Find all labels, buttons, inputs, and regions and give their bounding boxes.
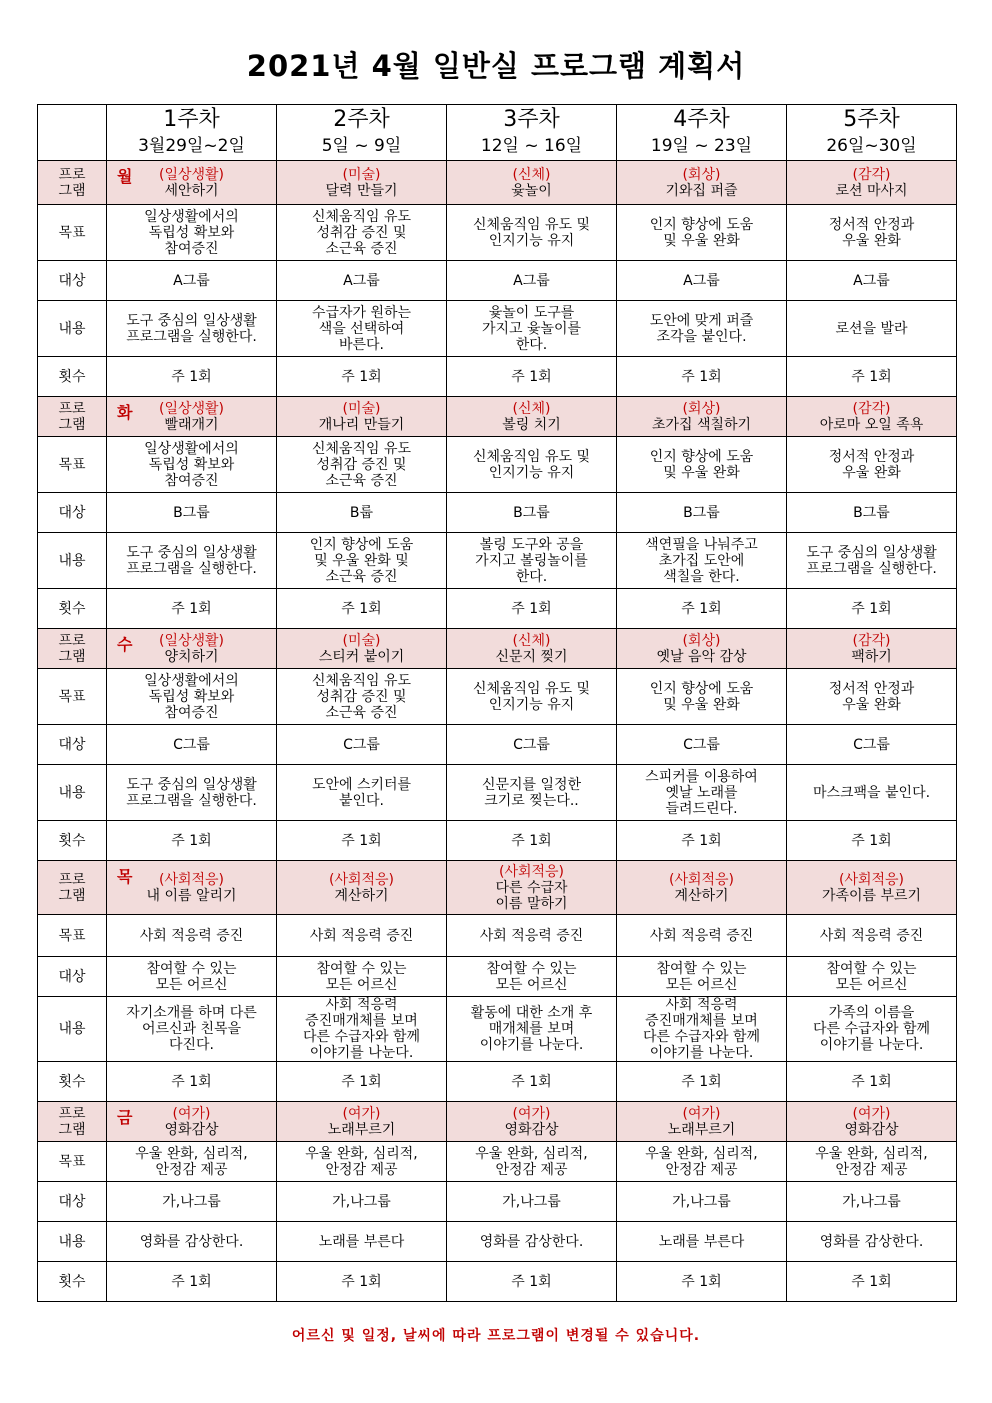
freq-cell: 주 1회 — [277, 1062, 447, 1102]
freq-cell: 주 1회 — [107, 1062, 277, 1102]
program-name: 노래부르기 — [327, 1121, 396, 1138]
goal-row — [38, 915, 957, 957]
row-label-freq: 횟수 — [38, 1262, 107, 1302]
program-category: (감각) — [852, 400, 891, 417]
content-cell: 도구 중심의 일상생활 프로그램을 실행한다. — [107, 533, 277, 589]
target-cell: B그룹 — [787, 493, 957, 533]
content-cell: 신문지를 일정한 크기로 찢는다.. — [447, 765, 617, 821]
program-name: 개나리 만들기 — [318, 416, 405, 433]
program-cell — [107, 629, 277, 669]
content-row — [38, 765, 957, 821]
week-label: 3주차 — [503, 106, 560, 132]
program-cell — [447, 629, 617, 669]
program-category: (일상생활) — [158, 400, 225, 417]
program-cell — [277, 861, 447, 915]
program-name: 양치하기 — [164, 648, 219, 665]
target-cell: 참여할 수 있는 모든 어르신 — [787, 957, 957, 997]
row-label-goal: 목표 — [38, 205, 107, 261]
target-cell: A그룹 — [277, 261, 447, 301]
program-category: (일상생활) — [158, 166, 225, 183]
goal-cell: 정서적 안정과 우울 완화 — [787, 437, 957, 493]
week-dates: 3월29일~2일 — [138, 135, 245, 156]
program-category: (여가) — [172, 1105, 211, 1122]
content-row — [38, 1222, 957, 1262]
target-cell: C그룹 — [277, 725, 447, 765]
program-cell — [277, 397, 447, 437]
row-label-goal: 목표 — [38, 437, 107, 493]
target-cell: C그룹 — [447, 725, 617, 765]
program-name: 다른 수급자 이름 말하기 — [495, 879, 568, 912]
row-label-program: 프로 그램 — [38, 397, 107, 437]
program-category: (감각) — [852, 166, 891, 183]
freq-cell: 주 1회 — [447, 1262, 617, 1302]
row-label-content: 내용 — [38, 533, 107, 589]
row-label-program: 프로 그램 — [38, 1102, 107, 1142]
freq-cell: 주 1회 — [787, 1062, 957, 1102]
content-cell: 색연필을 나눠주고 초가집 도안에 색칠을 한다. — [617, 533, 787, 589]
freq-cell: 주 1회 — [277, 589, 447, 629]
row-label-content: 내용 — [38, 765, 107, 821]
program-name: 스티커 붙이기 — [318, 648, 405, 665]
freq-row — [38, 1262, 957, 1302]
weekday-label: 월 — [117, 167, 133, 186]
content-cell: 노래를 부른다 — [617, 1222, 787, 1262]
week-dates: 19일 ~ 23일 — [650, 135, 753, 156]
content-row — [38, 533, 957, 589]
program-cell — [277, 1102, 447, 1142]
content-cell: 도구 중심의 일상생활 프로그램을 실행한다. — [107, 765, 277, 821]
program-category: (사회적응) — [328, 871, 395, 888]
goal-row — [38, 1142, 957, 1182]
program-row — [38, 161, 957, 205]
freq-cell: 주 1회 — [617, 821, 787, 861]
goal-cell: 일상생활에서의 독립성 확보와 참여증진 — [107, 205, 277, 261]
week-header — [277, 105, 447, 161]
program-name: 팩하기 — [851, 648, 892, 665]
program-cell — [787, 861, 957, 915]
target-cell: 참여할 수 있는 모든 어르신 — [277, 957, 447, 997]
target-cell: 가,나그룹 — [617, 1182, 787, 1222]
week-label: 5주차 — [843, 106, 900, 132]
weekday-label: 수 — [117, 635, 133, 654]
target-cell: 가,나그룹 — [447, 1182, 617, 1222]
program-category: (미술) — [342, 166, 381, 183]
goal-cell: 인지 향상에 도움 및 우울 완화 — [617, 205, 787, 261]
content-cell: 마스크팩을 붙인다. — [787, 765, 957, 821]
goal-cell: 사회 적응력 증진 — [107, 915, 277, 957]
program-name: 영화감상 — [504, 1121, 559, 1138]
target-cell: B그룹 — [447, 493, 617, 533]
target-cell: A그룹 — [447, 261, 617, 301]
week-header — [447, 105, 617, 161]
goal-cell: 사회 적응력 증진 — [277, 915, 447, 957]
content-cell: 영화를 감상한다. — [447, 1222, 617, 1262]
content-cell: 볼링 도구와 공을 가지고 볼링놀이를 한다. — [447, 533, 617, 589]
content-cell: 사회 적응력 증진매개체를 보며 다른 수급자와 함께 이야기를 나눈다. — [277, 997, 447, 1062]
content-cell: 도안에 스키터를 붙인다. — [277, 765, 447, 821]
row-label-content: 내용 — [38, 301, 107, 357]
goal-cell: 신체움직임 유도 성취감 증진 및 소근육 증진 — [277, 669, 447, 725]
program-cell — [107, 1102, 277, 1142]
row-label-goal: 목표 — [38, 669, 107, 725]
program-name: 기와집 퍼즐 — [665, 182, 738, 199]
program-cell — [787, 629, 957, 669]
goal-cell: 신체움직임 유도 및 인지기능 유지 — [447, 205, 617, 261]
program-name: 옛날 음악 감상 — [656, 648, 747, 665]
goal-cell: 일상생활에서의 독립성 확보와 참여증진 — [107, 669, 277, 725]
program-cell — [277, 161, 447, 205]
program-cell — [447, 161, 617, 205]
goal-cell: 사회 적응력 증진 — [617, 915, 787, 957]
footer-note: 어르신 및 일정, 날씨에 따라 프로그램이 변경될 수 있습니다. — [291, 1328, 701, 1344]
goal-cell: 일상생활에서의 독립성 확보와 참여증진 — [107, 437, 277, 493]
target-row — [38, 1182, 957, 1222]
goal-cell: 인지 향상에 도움 및 우울 완화 — [617, 437, 787, 493]
target-cell: 참여할 수 있는 모든 어르신 — [107, 957, 277, 997]
target-row — [38, 493, 957, 533]
goal-cell: 신체움직임 유도 성취감 증진 및 소근육 증진 — [277, 205, 447, 261]
row-label-content: 내용 — [38, 997, 107, 1062]
target-cell: 가,나그룹 — [277, 1182, 447, 1222]
content-cell: 영화를 감상한다. — [107, 1222, 277, 1262]
row-label-goal: 목표 — [38, 915, 107, 957]
program-cell — [617, 629, 787, 669]
page-title: 2021년 4월 일반실 프로그램 계획서 — [246, 49, 746, 83]
program-category: (여가) — [512, 1105, 551, 1122]
freq-cell: 주 1회 — [107, 357, 277, 397]
row-label-goal: 목표 — [38, 1142, 107, 1182]
target-cell: A그룹 — [107, 261, 277, 301]
program-name: 달력 만들기 — [325, 182, 398, 199]
program-category: (신체) — [512, 400, 551, 417]
weekday-label: 화 — [117, 403, 133, 422]
freq-cell: 주 1회 — [617, 589, 787, 629]
goal-cell: 신체움직임 유도 성취감 증진 및 소근육 증진 — [277, 437, 447, 493]
goal-row — [38, 669, 957, 725]
freq-cell: 주 1회 — [787, 821, 957, 861]
freq-cell: 주 1회 — [107, 1262, 277, 1302]
freq-cell: 주 1회 — [107, 821, 277, 861]
target-cell: C그룹 — [617, 725, 787, 765]
program-name: 세안하기 — [164, 182, 219, 199]
freq-cell: 주 1회 — [447, 589, 617, 629]
corner-cell — [38, 105, 107, 161]
program-row — [38, 397, 957, 437]
goal-cell: 우울 완화, 심리적, 안정감 제공 — [617, 1142, 787, 1182]
row-label-target: 대상 — [38, 725, 107, 765]
goal-cell: 정서적 안정과 우울 완화 — [787, 669, 957, 725]
week-dates: 5일 ~ 9일 — [321, 135, 402, 156]
goal-cell: 우울 완화, 심리적, 안정감 제공 — [787, 1142, 957, 1182]
freq-cell: 주 1회 — [617, 1062, 787, 1102]
freq-cell: 주 1회 — [787, 357, 957, 397]
program-row — [38, 629, 957, 669]
program-cell — [277, 629, 447, 669]
program-category: (사회적응) — [498, 863, 565, 880]
program-cell — [787, 397, 957, 437]
target-row — [38, 725, 957, 765]
goal-cell: 우울 완화, 심리적, 안정감 제공 — [107, 1142, 277, 1182]
week-label: 1주차 — [163, 106, 220, 132]
week-label: 4주차 — [673, 106, 730, 132]
target-cell: A그룹 — [787, 261, 957, 301]
program-category: (미술) — [342, 632, 381, 649]
program-category: (여가) — [852, 1105, 891, 1122]
program-row — [38, 1102, 957, 1142]
content-cell: 도구 중심의 일상생활 프로그램을 실행한다. — [787, 533, 957, 589]
program-name: 영화감상 — [844, 1121, 899, 1138]
freq-cell: 주 1회 — [787, 1262, 957, 1302]
program-cell — [787, 161, 957, 205]
content-cell: 사회 적응력 증진매개체를 보며 다른 수급자와 함께 이야기를 나눈다. — [617, 997, 787, 1062]
goal-row — [38, 205, 957, 261]
row-label-target: 대상 — [38, 261, 107, 301]
freq-row — [38, 357, 957, 397]
program-cell — [107, 861, 277, 915]
program-name: 신문지 찢기 — [495, 648, 568, 665]
goal-cell: 우울 완화, 심리적, 안정감 제공 — [447, 1142, 617, 1182]
goal-cell: 우울 완화, 심리적, 안정감 제공 — [277, 1142, 447, 1182]
row-label-freq: 횟수 — [38, 1062, 107, 1102]
row-label-target: 대상 — [38, 1182, 107, 1222]
goal-cell: 인지 향상에 도움 및 우울 완화 — [617, 669, 787, 725]
program-name: 가족이름 부르기 — [821, 887, 922, 904]
content-cell: 로션을 발라 — [787, 301, 957, 357]
program-cell — [617, 161, 787, 205]
freq-row — [38, 821, 957, 861]
goal-cell: 신체움직임 유도 및 인지기능 유지 — [447, 437, 617, 493]
content-cell: 스피커를 이용하여 옛날 노래를 들려드린다. — [617, 765, 787, 821]
program-category: (회상) — [682, 400, 721, 417]
target-cell: C그룹 — [787, 725, 957, 765]
content-cell: 윷놀이 도구를 가지고 윷놀이를 한다. — [447, 301, 617, 357]
content-cell: 인지 향상에 도움 및 우울 완화 및 소근육 증진 — [277, 533, 447, 589]
program-cell — [447, 397, 617, 437]
freq-cell: 주 1회 — [277, 1262, 447, 1302]
freq-cell: 주 1회 — [277, 357, 447, 397]
content-cell: 노래를 부른다 — [277, 1222, 447, 1262]
content-cell: 도안에 맞게 퍼즐 조각을 붙인다. — [617, 301, 787, 357]
program-name: 볼링 치기 — [502, 416, 561, 433]
target-row — [38, 261, 957, 301]
goal-cell: 사회 적응력 증진 — [787, 915, 957, 957]
program-name: 로션 마사지 — [835, 182, 908, 199]
row-label-freq: 횟수 — [38, 821, 107, 861]
week-dates: 12일 ~ 16일 — [480, 135, 583, 156]
program-cell — [617, 861, 787, 915]
row-label-program: 프로 그램 — [38, 161, 107, 205]
program-cell — [107, 397, 277, 437]
program-plan-table — [37, 104, 957, 1302]
content-cell: 수급자가 원하는 색을 선택하여 바른다. — [277, 301, 447, 357]
freq-cell: 주 1회 — [617, 357, 787, 397]
program-category: (회상) — [682, 166, 721, 183]
freq-row — [38, 1062, 957, 1102]
program-cell — [617, 397, 787, 437]
program-name: 영화감상 — [164, 1121, 219, 1138]
target-cell: B룹 — [277, 493, 447, 533]
content-cell: 영화를 감상한다. — [787, 1222, 957, 1262]
freq-cell: 주 1회 — [107, 589, 277, 629]
program-cell — [787, 1102, 957, 1142]
row-label-target: 대상 — [38, 957, 107, 997]
week-label: 2주차 — [333, 106, 390, 132]
weekday-label: 목 — [117, 867, 133, 886]
freq-cell: 주 1회 — [277, 821, 447, 861]
goal-cell: 신체움직임 유도 및 인지기능 유지 — [447, 669, 617, 725]
freq-cell: 주 1회 — [787, 589, 957, 629]
program-category: (여가) — [682, 1105, 721, 1122]
row-label-program: 프로 그램 — [38, 629, 107, 669]
content-row — [38, 301, 957, 357]
program-name: 내 이름 알리기 — [146, 887, 237, 904]
content-row — [38, 997, 957, 1062]
program-cell — [617, 1102, 787, 1142]
week-header — [787, 105, 957, 161]
program-cell — [447, 861, 617, 915]
row-label-freq: 횟수 — [38, 589, 107, 629]
target-cell: 가,나그룹 — [787, 1182, 957, 1222]
week-dates: 26일~30일 — [826, 135, 917, 156]
week-header — [107, 105, 277, 161]
week-header-row — [38, 105, 957, 161]
target-cell: 참여할 수 있는 모든 어르신 — [447, 957, 617, 997]
program-name: 노래부르기 — [667, 1121, 736, 1138]
target-cell: B그룹 — [107, 493, 277, 533]
program-category: (사회적응) — [668, 871, 735, 888]
program-cell — [107, 161, 277, 205]
target-cell: 가,나그룹 — [107, 1182, 277, 1222]
program-name: 계산하기 — [674, 887, 729, 904]
program-name: 계산하기 — [334, 887, 389, 904]
content-cell: 도구 중심의 일상생활 프로그램을 실행한다. — [107, 301, 277, 357]
freq-cell: 주 1회 — [447, 821, 617, 861]
weekday-label: 금 — [117, 1108, 133, 1127]
row-label-freq: 횟수 — [38, 357, 107, 397]
program-cell — [447, 1102, 617, 1142]
program-name: 초가집 색칠하기 — [651, 416, 752, 433]
program-row — [38, 861, 957, 915]
program-category: (여가) — [342, 1105, 381, 1122]
program-category: (감각) — [852, 632, 891, 649]
content-cell: 활동에 대한 소개 후 매개체를 보며 이야기를 나눈다. — [447, 997, 617, 1062]
target-cell: B그룹 — [617, 493, 787, 533]
program-category: (일상생활) — [158, 632, 225, 649]
program-name: 윷놀이 — [511, 182, 552, 199]
target-cell: A그룹 — [617, 261, 787, 301]
content-cell: 자기소개를 하며 다른 어르신과 친목을 다진다. — [107, 997, 277, 1062]
program-category: (신체) — [512, 166, 551, 183]
freq-cell: 주 1회 — [447, 357, 617, 397]
freq-cell: 주 1회 — [617, 1262, 787, 1302]
row-label-target: 대상 — [38, 493, 107, 533]
row-label-content: 내용 — [38, 1222, 107, 1262]
program-category: (사회적응) — [838, 871, 905, 888]
program-name: 아로마 오일 족욕 — [819, 416, 924, 433]
goal-cell: 정서적 안정과 우울 완화 — [787, 205, 957, 261]
program-category: (회상) — [682, 632, 721, 649]
content-cell: 가족의 이름을 다른 수급자와 함께 이야기를 나눈다. — [787, 997, 957, 1062]
program-category: (신체) — [512, 632, 551, 649]
program-category: (미술) — [342, 400, 381, 417]
program-category: (사회적응) — [158, 871, 225, 888]
target-cell: C그룹 — [107, 725, 277, 765]
row-label-program: 프로 그램 — [38, 861, 107, 915]
program-name: 빨래개기 — [164, 416, 219, 433]
goal-row — [38, 437, 957, 493]
goal-cell: 사회 적응력 증진 — [447, 915, 617, 957]
week-header — [617, 105, 787, 161]
target-cell: 참여할 수 있는 모든 어르신 — [617, 957, 787, 997]
freq-row — [38, 589, 957, 629]
target-row — [38, 957, 957, 997]
freq-cell: 주 1회 — [447, 1062, 617, 1102]
